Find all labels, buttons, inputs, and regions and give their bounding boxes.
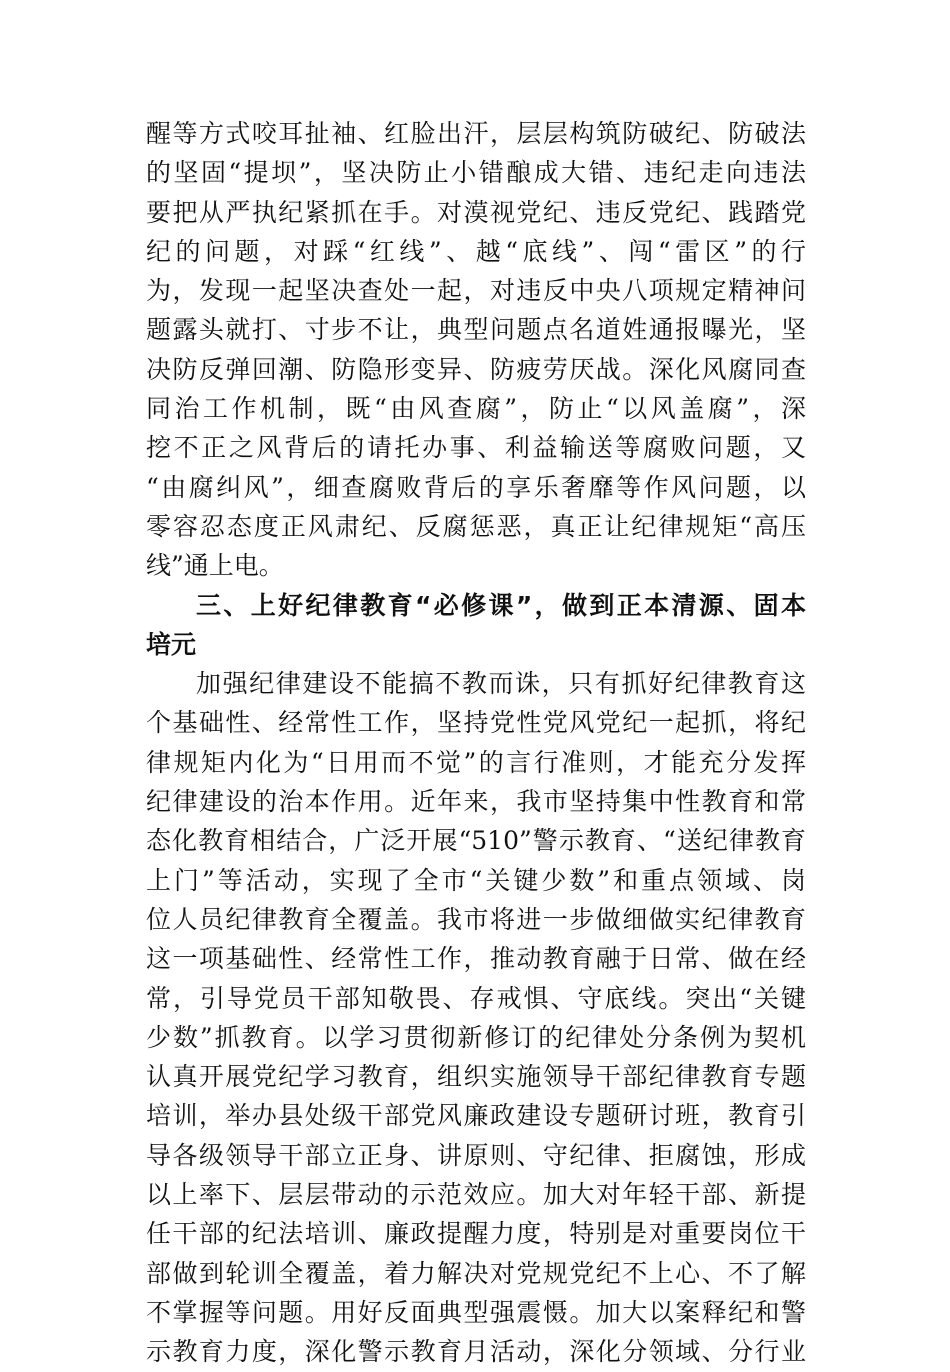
- paragraph-line: 这一项基础性、经常性工作，推动教育融于日常、做在经: [146, 944, 806, 974]
- paragraph-line: 要把从严执纪紧抓在手。对漠视党纪、违反党纪、践踏党: [146, 197, 806, 227]
- paragraph-line: 零容忍态度正风肃纪、反腐惩恶，真正让纪律规矩“高压: [146, 511, 806, 541]
- continued-paragraph: [146, 114, 806, 586]
- paragraph-line: 少数”抓教育。以学习贯彻新修订的纪律处分条例为契机: [146, 1022, 806, 1052]
- paragraph-line: 律规矩内化为“日用而不觉”的言行准则，才能充分发挥: [146, 747, 806, 777]
- paragraph-line: 常，引导党员干部知敬畏、存戒惧、守底线。突出“关键: [146, 983, 806, 1013]
- paragraph-line: 部做到轮训全覆盖，着力解决对党规党纪不上心、不了解: [146, 1258, 806, 1288]
- paragraph-line: 上门”等活动，实现了全市“关键少数”和重点领域、岗: [146, 865, 806, 895]
- section-paragraph: [146, 664, 806, 1371]
- paragraph-line: 导各级领导干部立正身、讲原则、守纪律、拒腐蚀，形成: [146, 1140, 806, 1170]
- paragraph-line: 挖不正之风背后的请托办事、利益输送等腐败问题，又: [146, 433, 806, 463]
- paragraph-line: 决防反弹回潮、防隐形变异、防疲劳厌战。深化风腐同查: [146, 354, 806, 384]
- paragraph-line-first: 加强纪律建设不能搞不教而诛，只有抓好纪律教育这: [196, 669, 806, 699]
- paragraph-line: 以上率下、层层带动的示范效应。加大对年轻干部、新提: [146, 1180, 806, 1210]
- paragraph-line: 不掌握等问题。用好反面典型强震慑。加大以案释纪和警: [146, 1297, 806, 1327]
- paragraph-line: 题露头就打、寸步不让，典型问题点名道姓通报曝光，坚: [146, 315, 806, 345]
- paragraph-line: 任干部的纪法培训、廉政提醒力度，特别是对重要岗位干: [146, 1219, 806, 1249]
- paragraph-line: 为，发现一起坚决查处一起，对违反中央八项规定精神问: [146, 276, 806, 306]
- section-heading-line-last: 培元: [146, 629, 197, 659]
- document-body: [146, 114, 806, 1372]
- paragraph-line: 的坚固“提坝”，坚决防止小错酿成大错、违纪走向违法: [146, 158, 806, 188]
- section-heading: [146, 586, 806, 665]
- paragraph-line-last: 线”通上电。: [146, 551, 284, 581]
- paragraph-line: 位人员纪律教育全覆盖。我市将进一步做细做实纪律教育: [146, 904, 806, 934]
- paragraph-line: 纪的问题，对踩“红线”、越“底线”、闯“雷区”的行: [146, 236, 806, 266]
- paragraph-line: 纪律建设的治本作用。近年来，我市坚持集中性教育和常: [146, 787, 806, 817]
- paragraph-line: 培训，举办县处级干部党风廉政建设专题研讨班，教育引: [146, 1101, 806, 1131]
- paragraph-line: 个基础性、经常性工作，坚持党性党风党纪一起抓，将纪: [146, 708, 806, 738]
- paragraph-line: 认真开展党纪学习教育，组织实施领导干部纪律教育专题: [146, 1062, 806, 1092]
- paragraph-line: 态化教育相结合，广泛开展“510”警示教育、“送纪律教育: [146, 826, 806, 856]
- paragraph-line: 示教育力度，深化警示教育月活动，深化分领域、分行业: [146, 1337, 806, 1367]
- paragraph-line: 醒等方式咬耳扯袖、红脸出汗，层层构筑防破纪、防破法: [146, 119, 806, 148]
- paragraph-line: “由腐纠风”，细查腐败背后的享乐奢靡等作风问题，以: [146, 472, 806, 502]
- section-heading-line: 三、上好纪律教育“必修课”，做到正本清源、固本: [196, 590, 806, 620]
- paragraph-line: 同治工作机制，既“由风查腐”，防止“以风盖腐”，深: [146, 394, 806, 424]
